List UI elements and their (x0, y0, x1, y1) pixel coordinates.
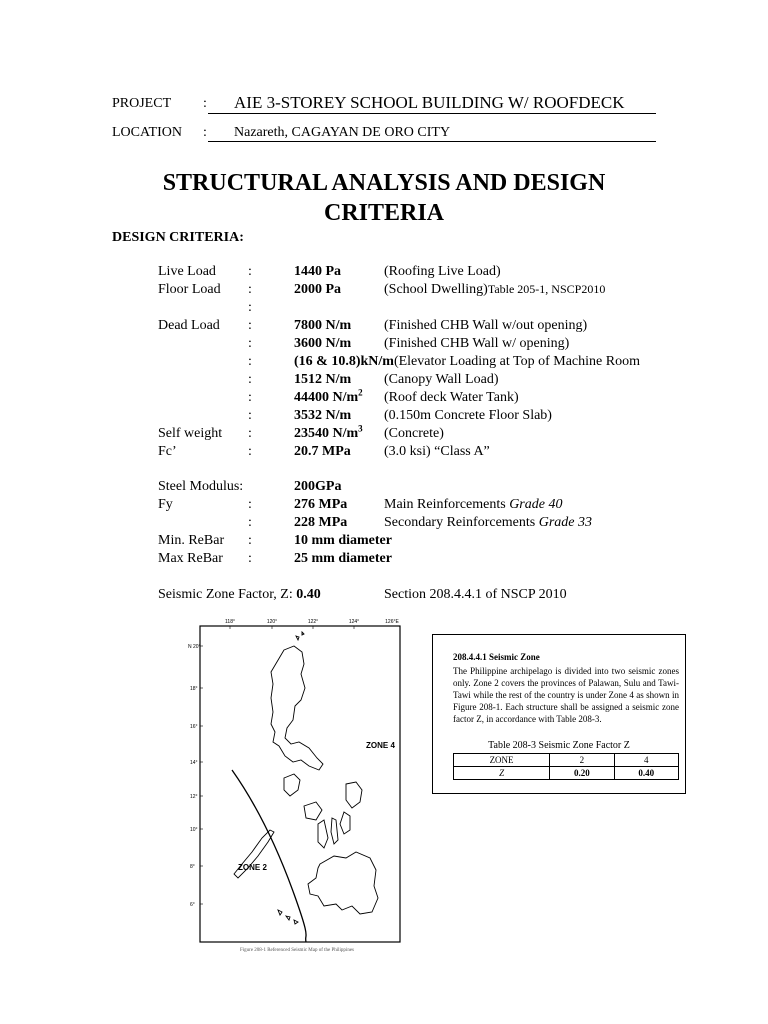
criteria-description: (Finished CHB Wall w/ opening) (384, 336, 570, 351)
zone-4-label: ZONE 4 (366, 741, 395, 750)
criteria-description: (Finished CHB Wall w/out opening) (384, 318, 588, 333)
lat-tick-label: 12° (190, 794, 198, 800)
steel-value: 276 MPa (294, 497, 348, 512)
steel-value: 200GPa (294, 479, 342, 494)
criteria-label: Live Load (158, 264, 216, 279)
criteria-label: Fc’ (158, 444, 177, 459)
seismic-zone-excerpt (432, 634, 686, 794)
lat-tick-label: 14° (190, 760, 198, 766)
latitude-ticks (188, 644, 201, 908)
table-row (454, 767, 679, 780)
steel-label: Steel Modulus: (158, 479, 244, 494)
criteria-colon: : (248, 318, 252, 333)
criteria-colon: : (248, 300, 252, 315)
table-cell: 0.20 (550, 767, 614, 780)
criteria-value: 3600 N/m (294, 336, 352, 351)
steel-colon: : (248, 551, 252, 566)
steel-label: Fy (158, 497, 173, 512)
criteria-description: (0.150m Concrete Floor Slab) (384, 408, 552, 423)
criteria-colon: : (248, 354, 252, 369)
lat-tick-label: 10° (190, 827, 198, 833)
criteria-label: Dead Load (158, 318, 220, 333)
steel-colon: : (248, 497, 252, 512)
criteria-description: (Elevator Loading at Top of Machine Room (393, 354, 640, 369)
criteria-description: (Roofing Live Load) (384, 264, 501, 279)
criteria-description: (Canopy Wall Load) (384, 372, 499, 387)
lon-tick-label: 124° (348, 619, 360, 625)
lon-tick-label: 120° (266, 619, 278, 625)
lon-tick-label: 126°E (385, 619, 399, 625)
steel-value: 10 mm diameter (294, 533, 392, 548)
philippines-map-figure (186, 614, 408, 948)
criteria-reference: Table 205-1, NSCP2010 (487, 282, 606, 296)
lat-tick-label: 18° (190, 686, 198, 692)
location-underline (208, 141, 656, 142)
criteria-colon: : (248, 444, 252, 459)
map-frame (200, 626, 400, 942)
criteria-value (294, 423, 363, 442)
steel-label: Max ReBar (158, 551, 223, 566)
table-cell: 4 (614, 754, 678, 767)
table-cell: 2 (550, 754, 614, 767)
criteria-description: (3.0 ksi) “Class A” (384, 444, 490, 459)
steel-grade: Grade 33 (538, 515, 593, 530)
excerpt-text: The Philippine archipelago is divided into two seismic zones only. Zone 2 covers the provinces of Palawan, Sulu and Tawi-Tawi while the rest of the country is under Zone 4 as shown in Figure 208-1. Each structure shall be assigned a seismic zone factor Z, in accordance with Table 208-3. (453, 666, 679, 724)
design-criteria-heading: DESIGN CRITERIA: (112, 230, 244, 245)
seismic-factor-label: Seismic Zone Factor, Z: (158, 587, 297, 602)
lat-tick-label: 8° (190, 864, 195, 870)
unit-exponent: 2 (358, 387, 363, 398)
criteria-colon: : (248, 372, 252, 387)
criteria-colon: : (248, 282, 252, 297)
project-underline (208, 113, 656, 114)
unit-exponent: 3 (358, 423, 363, 434)
criteria-value: 3532 N/m (294, 408, 352, 423)
table-cell: ZONE (454, 754, 550, 767)
criteria-value-text: 44400 N/m (294, 390, 359, 405)
seismic-factor (158, 587, 321, 603)
document-title: STRUCTURAL ANALYSIS AND DESIGN CRITERIA (162, 170, 606, 226)
lat-tick-label: 16° (190, 724, 198, 730)
criteria-colon: : (248, 426, 252, 441)
longitude-ticks (225, 619, 399, 625)
zone-factor-table (453, 753, 679, 780)
criteria-label: Self weight (158, 426, 223, 441)
map-caption: Figure 208-1 Referenced Seismic Map of the Philippines (239, 948, 354, 953)
steel-description-text: Secondary Reinforcements (384, 515, 539, 530)
steel-description (384, 515, 592, 531)
criteria-value: 1512 N/m (294, 372, 352, 387)
steel-colon: : (248, 515, 252, 530)
steel-label: Min. ReBar (158, 533, 225, 548)
criteria-colon: : (248, 390, 252, 405)
location-value: Nazareth, CAGAYAN DE ORO CITY (234, 125, 451, 140)
criteria-description-text: (School Dwelling) (384, 282, 488, 297)
steel-value: 25 mm diameter (294, 551, 392, 566)
project-value: AIE 3-STOREY SCHOOL BUILDING W/ ROOFDECK (234, 93, 625, 112)
criteria-colon: : (248, 264, 252, 279)
excerpt-heading: 208.4.4.1 Seismic Zone (453, 652, 540, 662)
criteria-value: 7800 N/m (294, 318, 352, 333)
criteria-value: 1440 Pa (294, 264, 342, 279)
criteria-description: (Roof deck Water Tank) (384, 390, 519, 405)
project-label: PROJECT (112, 96, 172, 111)
lon-tick-label: 118° (225, 619, 235, 625)
project-line (112, 93, 625, 112)
criteria-value-text: 23540 N/m (294, 426, 359, 441)
steel-value: 228 MPa (294, 515, 348, 530)
project-colon: : (203, 96, 207, 111)
criteria-label: Floor Load (158, 282, 221, 297)
criteria-value-with-description (294, 354, 640, 370)
criteria-description: (Concrete) (384, 426, 444, 441)
table-cell: 0.40 (614, 767, 678, 780)
zone-2-label: ZONE 2 (238, 863, 267, 872)
zone-factor-table-title: Table 208-3 Seismic Zone Factor Z (488, 740, 630, 751)
steel-grade: Grade 40 (509, 497, 563, 512)
location-label: LOCATION (112, 125, 182, 140)
seismic-factor-value: 0.40 (296, 587, 321, 602)
criteria-description (384, 282, 605, 298)
steel-colon: : (248, 533, 252, 548)
criteria-value (294, 387, 363, 406)
location-colon: : (203, 125, 207, 140)
table-row (454, 754, 679, 767)
steel-description-text: Main Reinforcements (384, 497, 510, 512)
criteria-value: 2000 Pa (294, 282, 342, 297)
lat-tick-label: 6° (190, 902, 195, 908)
criteria-value: 20.7 MPa (294, 444, 351, 459)
criteria-value: (16 & 10.8)kN/m (294, 354, 394, 369)
lon-tick-label: 122° (307, 619, 319, 625)
criteria-colon: : (248, 408, 252, 423)
steel-description (384, 497, 562, 513)
criteria-colon: : (248, 336, 252, 351)
seismic-zone-map (186, 614, 408, 958)
seismic-reference: Section 208.4.4.1 of NSCP 2010 (384, 587, 567, 602)
lat-tick-label: N 20° (188, 644, 201, 650)
location-line (112, 125, 451, 141)
table-cell: Z (454, 767, 550, 780)
